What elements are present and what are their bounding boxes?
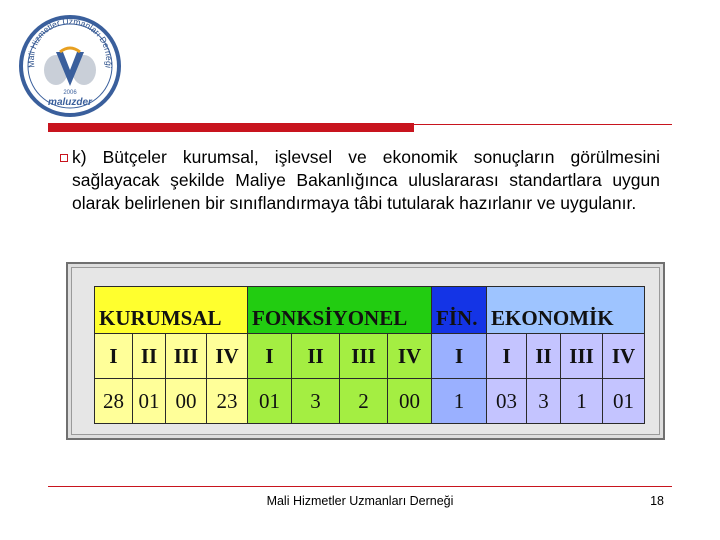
- code-cell: 3: [292, 379, 340, 424]
- code-cell: 28: [95, 379, 133, 424]
- logo-year: 2006: [63, 90, 77, 96]
- group-header-fonksiyonel: FONKSİYONEL: [248, 287, 432, 334]
- code-cell: 1: [561, 379, 603, 424]
- association-logo: [18, 14, 122, 118]
- body-paragraph: k) Bütçeler kurumsal, işlevsel ve ekonomik sonuçların görülmesini sağlayacak şekilde Maliye Bakanlığınca uluslararası standartlara uygun olarak belirlenen bir sınıflandırmaya tâbi tutularak hazırlanır ve uygulanır.: [72, 147, 660, 213]
- logo-wordmark: maluzder: [48, 97, 92, 108]
- code-cell: 3: [527, 379, 561, 424]
- budget-classification-table: [94, 286, 645, 424]
- header-accent-bar: [48, 123, 414, 132]
- level-cell: II: [527, 334, 561, 379]
- code-cell: 03: [487, 379, 527, 424]
- footer-organization: Mali Hizmetler Uzmanları Derneği: [266, 494, 454, 508]
- level-cell: III: [166, 334, 207, 379]
- level-cell: I: [95, 334, 133, 379]
- bullet-square-icon: [60, 154, 68, 162]
- header-rule-line: [414, 124, 672, 125]
- level-cell: IV: [388, 334, 432, 379]
- code-cell: 2: [340, 379, 388, 424]
- level-cell: I: [487, 334, 527, 379]
- level-cell: I: [248, 334, 292, 379]
- level-cell: I: [432, 334, 487, 379]
- group-header-ekonomik: EKONOMİK: [487, 287, 645, 334]
- code-cell: 01: [248, 379, 292, 424]
- group-header-kurumsal: KURUMSAL: [95, 287, 248, 334]
- group-header-row: [95, 287, 645, 334]
- footer-rule: [48, 486, 672, 487]
- level-cell: II: [292, 334, 340, 379]
- level-cell: IV: [603, 334, 645, 379]
- code-cell: 01: [603, 379, 645, 424]
- classification-table-inner-frame: [71, 267, 660, 435]
- code-cell: 00: [388, 379, 432, 424]
- level-cell: III: [561, 334, 603, 379]
- group-header-fin: FİN.: [432, 287, 487, 334]
- code-cell: 23: [207, 379, 248, 424]
- level-cell: II: [133, 334, 166, 379]
- logo-arc-text: Mali Hizmetler Uzmanları Derneği: [25, 16, 115, 69]
- code-cell: 01: [133, 379, 166, 424]
- classification-table-frame: [66, 262, 665, 440]
- code-row: [95, 379, 645, 424]
- level-cell: IV: [207, 334, 248, 379]
- code-cell: 1: [432, 379, 487, 424]
- code-cell: 00: [166, 379, 207, 424]
- level-row: [95, 334, 645, 379]
- page-number: 18: [650, 494, 664, 508]
- level-cell: III: [340, 334, 388, 379]
